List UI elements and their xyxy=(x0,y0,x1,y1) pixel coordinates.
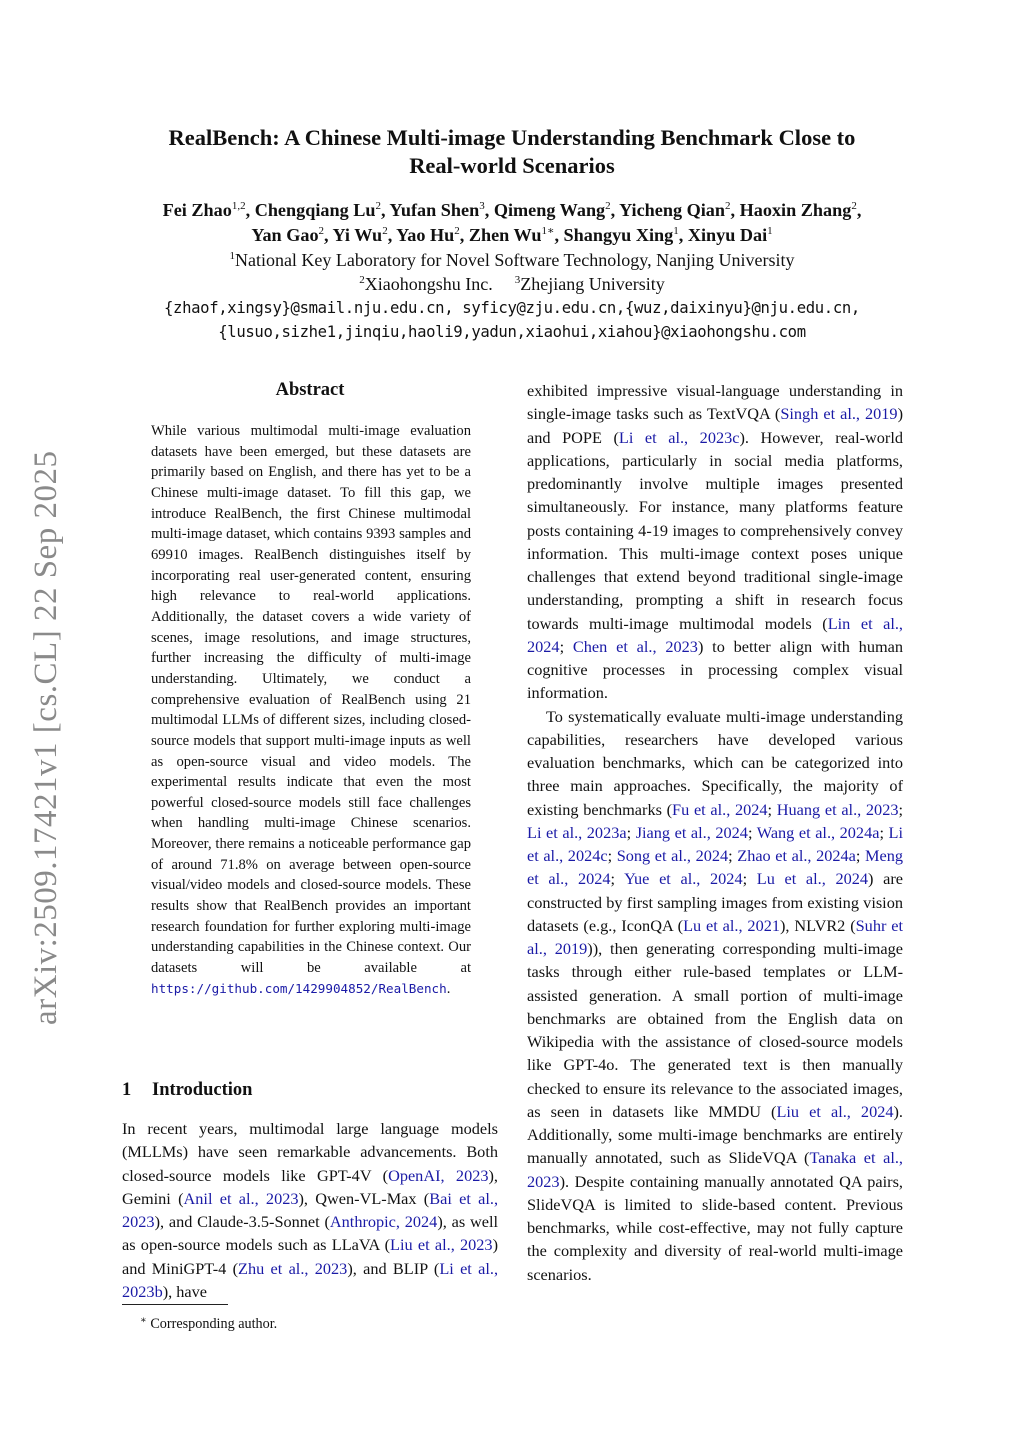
body-text: exhibited impressive visual-language understanding in single-image tasks such as TextVQA ( xyxy=(527,381,903,424)
author-name: Shangyu Xing xyxy=(563,225,674,245)
author-affiliation-mark: 2 xyxy=(454,225,460,237)
intro-paragraph-3 xyxy=(527,705,903,1286)
citation-link[interactable]: Singh et al., 2019 xyxy=(780,404,898,424)
author-affiliation-mark: 2 xyxy=(318,225,325,237)
citation-link[interactable]: Yue et al., 2024 xyxy=(624,869,743,889)
body-text: In recent years, multimodal large language models (MLLMs) have seen remarkable advancements. Both closed-source models like GPT-4V ( xyxy=(122,1119,498,1185)
body-text: ; xyxy=(610,869,625,889)
citation-link[interactable]: Li et al., 2023b xyxy=(122,1258,499,1301)
footnote-rule xyxy=(122,1304,228,1305)
citation-link[interactable]: Jiang et al., 2024 xyxy=(635,822,748,842)
body-text: ; xyxy=(728,846,738,865)
author-name: Yan Gao xyxy=(251,225,319,245)
affiliation-name: Zhejiang University xyxy=(520,274,665,294)
author-affiliation-mark: 2 xyxy=(605,200,611,212)
intro-paragraph-1 xyxy=(122,1117,498,1303)
author-affiliation-mark: 1,2 xyxy=(231,200,246,212)
body-text: ). Additionally, some multi-image benchmarks are entirely manually annotated, such as SlideVQA ( xyxy=(527,1101,903,1168)
citation-link[interactable]: Lu et al., 2024 xyxy=(756,869,869,889)
citation-link[interactable]: Chen et al., 2023 xyxy=(572,636,698,656)
body-text: ), and BLIP ( xyxy=(347,1258,440,1278)
affiliation-line-1 xyxy=(82,248,942,272)
abstract-heading: Abstract xyxy=(275,380,345,400)
body-text: ) and MiniGPT-4 ( xyxy=(122,1235,498,1278)
citation-link[interactable]: Li et al., 2024c xyxy=(527,822,903,865)
author-affiliation-mark: 1 xyxy=(673,225,679,237)
body-text: ) to better align with human cognitive processes in processing complex visual information. xyxy=(527,636,903,703)
body-text: ; xyxy=(742,869,757,889)
body-text: ; xyxy=(747,822,757,842)
right-column xyxy=(527,379,903,1286)
citation-link[interactable]: Fu et al., 2024 xyxy=(672,799,768,819)
author-affiliation-mark: 2 xyxy=(851,200,857,212)
repository-link[interactable]: https://github.com/1429904852/RealBench xyxy=(151,980,447,996)
body-text: ), Gemini ( xyxy=(122,1165,498,1208)
affiliation-mark: 3 xyxy=(514,274,521,286)
citation-link[interactable]: Lu et al., 2021 xyxy=(683,915,780,935)
body-text: ; xyxy=(879,822,889,842)
citation-link[interactable]: Wang et al., 2024a xyxy=(756,822,880,842)
body-text: ) are constructed by first sampling images from existing vision datasets (e.g., IconQA ( xyxy=(527,869,903,935)
affiliation-name: Xiaohongshu Inc. xyxy=(364,274,493,294)
body-text: ), NLVR2 ( xyxy=(780,915,856,935)
citation-link[interactable]: Liu et al., 2023 xyxy=(390,1235,493,1255)
citation-link[interactable]: Anthropic, 2024 xyxy=(329,1212,438,1231)
email-line-2: {lusuo,sizhe1,jinqiu,haoli9,yadun,xiaohui,xiahou}@xiaohongshu.com xyxy=(218,323,806,341)
footnote-mark: ∗ xyxy=(140,1315,147,1326)
citation-link[interactable]: Tanaka et al., 2023 xyxy=(527,1148,903,1191)
citation-link[interactable]: Suhr et al., 2019 xyxy=(527,915,903,958)
email-line-1: {zhaof,xingsy}@smail.nju.edu.cn, syficy@zju.edu.cn,{wuz,daixinyu}@nju.edu.cn, xyxy=(164,299,860,317)
author-affiliation-mark: 3 xyxy=(479,200,485,212)
author-name: Yicheng Qian xyxy=(619,200,726,220)
author-name: Chengqiang Lu xyxy=(254,200,376,220)
author-name: Yao Hu xyxy=(396,225,455,245)
paper-title-line-1: RealBench: A Chinese Multi-image Understanding Benchmark Close to xyxy=(168,125,856,150)
citation-link[interactable]: Huang et al., 2023 xyxy=(776,799,899,819)
footnote-text: Corresponding author. xyxy=(150,1316,278,1332)
author-name: Zhen Wu xyxy=(468,225,542,245)
body-text: ). Despite containing manually annotated QA pairs, SlideVQA is limited to slide-based content. Previous benchmarks, while cost-effective, may not fully capture the complexity and diversity of real-world multi-image scenarios. xyxy=(527,1171,903,1284)
citation-link[interactable]: Liu et al., 2024 xyxy=(776,1101,894,1121)
citation-link[interactable]: Song et al., 2024 xyxy=(616,846,729,865)
author-name: Haoxin Zhang xyxy=(739,200,852,220)
author-name: Yi Wu xyxy=(332,225,383,245)
arxiv-stamp: arXiv:2509.17421v1 [cs.CL] 22 Sep 2025 xyxy=(28,450,64,1025)
citation-link[interactable]: Zhu et al., 2023 xyxy=(238,1258,348,1278)
section-heading-introduction xyxy=(122,1078,252,1102)
author-affiliation-mark: 2 xyxy=(725,200,731,212)
citation-link[interactable]: Li et al., 2023c xyxy=(618,427,740,447)
author-line-2: Yan Gao$^2$, Yi Wu$^2$, Yao Hu$^2$, Zhen $Wu^{1∗}$, Shangyu Xing$^1$, Xinyu Dai$^1$ xyxy=(251,225,773,245)
author-affiliation-mark: 2 xyxy=(382,225,388,237)
affiliation-mark: 2 xyxy=(359,274,365,286)
author-name: Qimeng Wang xyxy=(493,200,606,220)
paper-title xyxy=(112,124,912,180)
body-text: ) and POPE ( xyxy=(527,404,903,447)
body-text: ), Qwen-VL-Max ( xyxy=(298,1188,430,1208)
body-text: To systematically evaluate multi-image understanding capabilities, researchers have developed various evaluation benchmarks, which can be categorized into three main approaches. Specifically, the majority of existing benchmarks ( xyxy=(527,706,903,819)
abstract-body: While various multimodal multi-image evaluation datasets have been emerged, but these datasets are primarily based on English, and there has yet to be a Chinese multi-image dataset. To fill this gap, we introduce RealBench, the first Chinese multimodal multi-image dataset, which contains 9393 samples and 69910 images. RealBench distinguishes itself by incorporating real user-generated content, ensuring high relevance to real-world applications. Additionally, the dataset covers a wide variety of scenes, image resolutions, and image structures, further increasing the difficulty of multi-image understanding. Ultimately, we conduct a comprehensive evaluation of RealBench using 21 multimodal LLMs of different sizes, including closed-source models that support multi-image inputs as well as open-source visual and video models. The experimental results indicate that even the most powerful closed-source models still face challenges when handling multi-image Chinese scenarios. Moreover, there remains a noticeable performance gap of around 71.8% on average between open-source visual/video models and closed-source models. These results show that RealBench provides an important research foundation for further exploring multi-image understanding capabilities in the Chinese context. Our datasets will be available at https://github.com/1429904852/RealBench. xyxy=(151,423,471,997)
author-line-1: Fei Zhao$^{1,2}$, Chengqiang Lu$^2$, Yufan Shen$^3$, Qimeng Wang$^2$, Yicheng Qian$^2$, Haoxin Zhang$^2$, xyxy=(162,200,862,220)
author-name: Yufan Shen xyxy=(389,200,480,220)
body-text: ; xyxy=(767,799,777,819)
body-text: )), then generating corresponding multi-image tasks through either rule-based templates or LLM-assisted generation. A small portion of multi-image benchmarks are obtained from the English data on Wikipedia with the assistance of closed-source models like GPT-4o. The generated text is then manually checked to ensure its relevance to the associated images, as seen in datasets like MMDU ( xyxy=(527,939,904,1121)
section-number: 1 xyxy=(122,1080,132,1100)
intro-paragraph-2 xyxy=(527,379,903,705)
body-text: ; xyxy=(855,846,865,865)
author-name: Fei Zhao xyxy=(162,200,232,220)
citation-link[interactable]: Anil et al., 2023 xyxy=(183,1188,299,1208)
author-affiliation-mark: 1 xyxy=(767,225,773,237)
author-block xyxy=(82,198,942,344)
body-text: ; xyxy=(607,846,617,865)
body-text: ), and Claude-3.5-Sonnet ( xyxy=(154,1212,330,1231)
affiliation-mark: 1 xyxy=(229,250,235,262)
body-text: ; xyxy=(626,822,636,842)
affiliation-line-2 xyxy=(82,272,942,296)
body-text: ; xyxy=(559,636,573,656)
body-text: ; xyxy=(898,799,904,819)
body-text: ), as well as open-source models such as LLaVA ( xyxy=(122,1212,498,1255)
section-title: Introduction xyxy=(152,1080,253,1100)
citation-link[interactable]: Bai et al., 2023 xyxy=(122,1188,499,1231)
footnote xyxy=(140,1314,277,1334)
author-affiliation-mark: 1∗ xyxy=(541,225,555,237)
citation-link[interactable]: Lin et al., 2024 xyxy=(527,613,903,656)
citation-link[interactable]: Li et al., 2023a xyxy=(527,822,627,842)
abstract-text: While various multimodal multi-image evaluation datasets have been emerged, but these datasets are primarily based on English, and there has yet to be a Chinese multi-image dataset. To fill this gap, we introduce RealBench, the first Chinese multimodal multi-image dataset, which contains 9393 samples and 69910 images. RealBench distinguishes itself by incorporating real user-generated content, ensuring high relevance to real-world applications. Additionally, the dataset covers a wide variety of scenes, image resolutions, and image structures, further increasing the difficulty of multi-image understanding. Ultimately, we conduct a comprehensive evaluation of RealBench using 21 multimodal LLMs of different sizes, including closed-source models that support multi-image inputs as well as open-source visual and video models. The experimental results indicate that even the most powerful closed-source models still face challenges when handling multi-image Chinese scenarios. Moreover, there remains a noticeable performance gap of around 71.8% on average between open-source visual/video models and closed-source models. These results show that RealBench provides an important research foundation for further exploring multi-image understanding capabilities in the Chinese context. Our datasets will be available at xyxy=(151,423,471,977)
affiliation-name: National Key Laboratory for Novel Software Technology, Nanjing University xyxy=(234,250,795,270)
citation-link[interactable]: Zhao et al., 2024a xyxy=(737,846,856,865)
author-affiliation-mark: 2 xyxy=(375,200,381,212)
citation-link[interactable]: Meng et al., 2024 xyxy=(527,846,903,889)
author-name: Xinyu Dai xyxy=(687,225,768,245)
body-text: ). However, real-world applications, particularly in social media platforms, predominantly involve multiple images presented simultaneously. For instance, many platforms feature posts containing 4-19 images to comprehensively convey information. This multi-image context poses unique challenges that extend beyond traditional single-image understanding, prompting a shift in research focus towards multi-image multimodal models ( xyxy=(527,427,904,633)
citation-link[interactable]: OpenAI, 2023 xyxy=(388,1165,489,1185)
body-text: ), have xyxy=(162,1281,207,1301)
paper-title-line-2: Real-world Scenarios xyxy=(409,153,615,178)
